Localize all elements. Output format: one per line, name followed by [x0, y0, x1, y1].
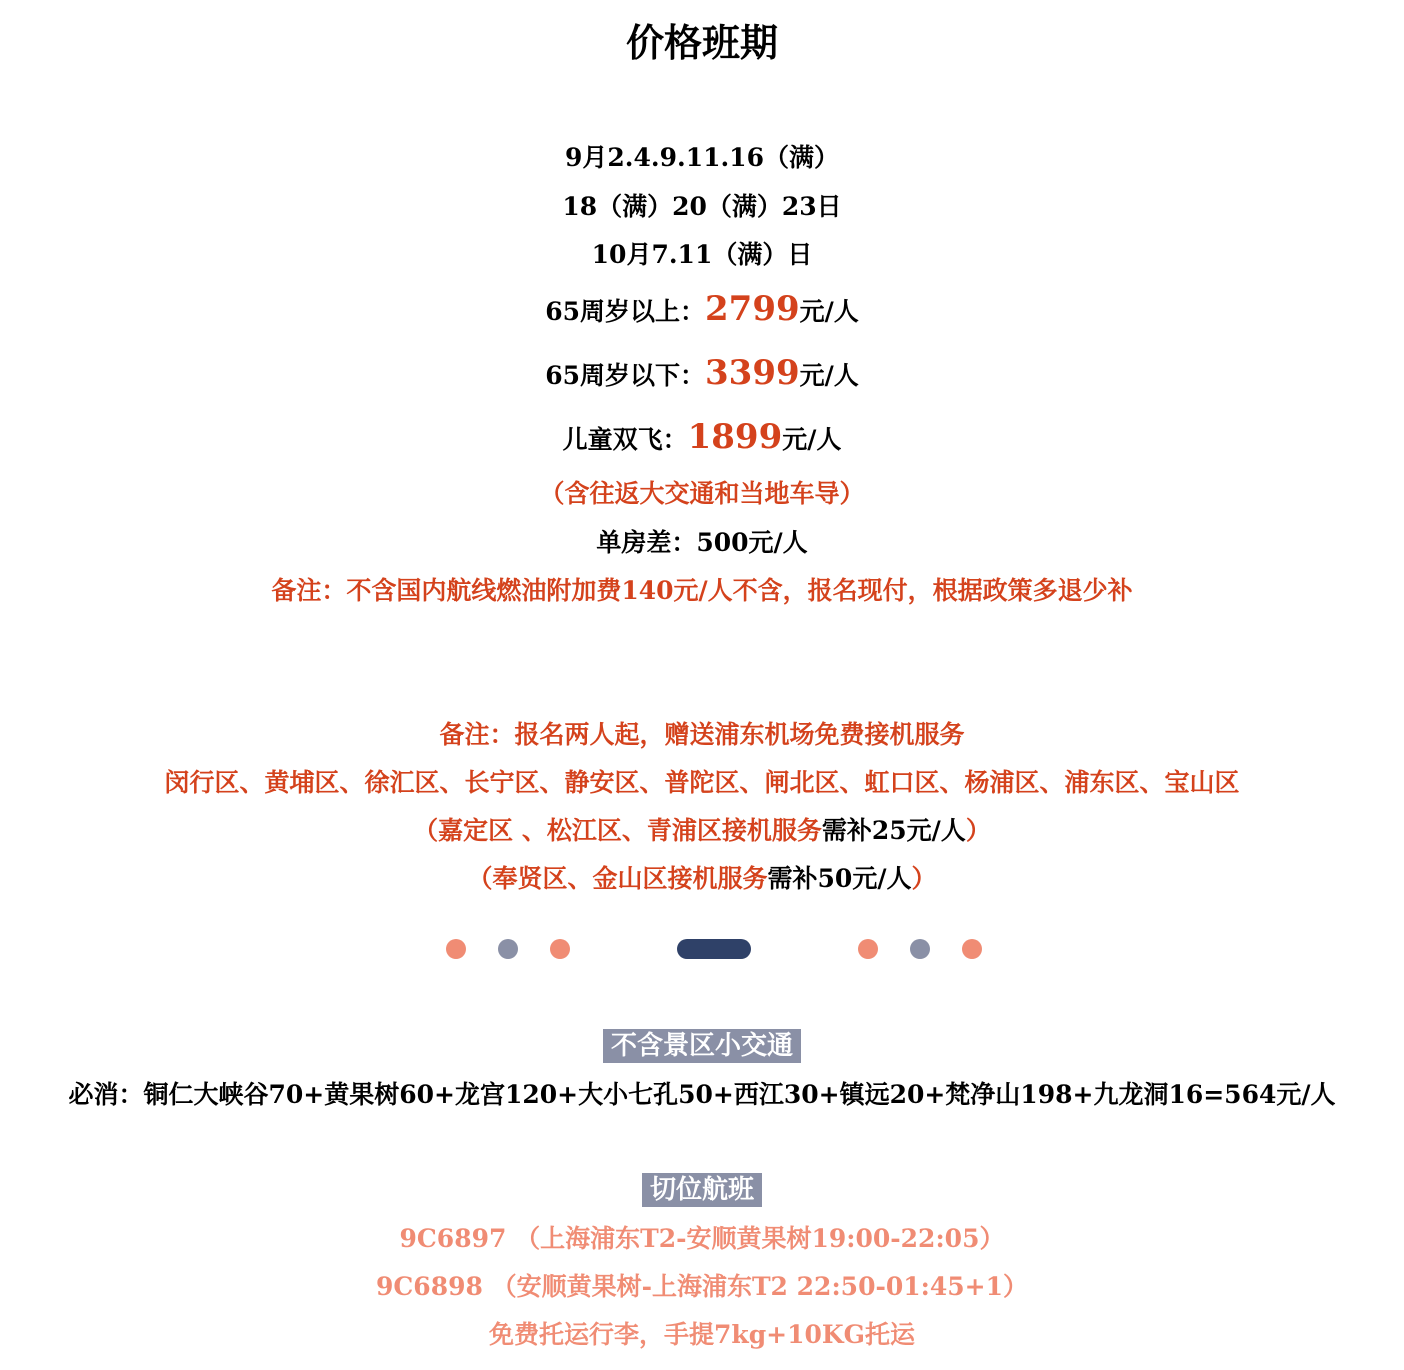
price-value: 3399 — [705, 353, 800, 393]
page-title: 价格班期 — [625, 21, 778, 65]
mandatory-fees: 必消：铜仁大峡谷70+黄果树60+龙宫120+大小七孔50+西江30+镇远20+梵净山198+九龙洞16=564元/人 — [68, 1080, 1336, 1109]
pickup-extra-1-fee: 需补25元/人 — [821, 816, 966, 845]
pickup-extra-1-text: （嘉定区 、松江区、青浦区接机服务 — [413, 816, 822, 845]
flights-tag: 切位航班 — [642, 1173, 762, 1207]
flight-outbound: 9C6897 （上海浦东T2-安顺黄果树19:00-22:05） — [399, 1224, 1005, 1253]
price-row-child — [0, 417, 1404, 457]
price-label: 65周岁以上： — [545, 297, 705, 326]
pickup-districts: 闵行区、黄埔区、徐汇区、长宁区、静安区、普陀区、闸北区、虹口区、杨浦区、浦东区、宝山区 — [164, 768, 1240, 797]
divider-dot — [446, 939, 466, 959]
price-label: 儿童双飞： — [562, 425, 688, 454]
pickup-extra-2-close: ） — [911, 864, 937, 893]
divider-dot — [910, 939, 930, 959]
price-row-senior — [0, 289, 1404, 329]
price-value: 1899 — [687, 417, 783, 457]
divider-dot — [858, 939, 878, 959]
luggage-allowance: 免费托运行李，手提7kg+10KG托运 — [488, 1320, 915, 1349]
divider-dot — [550, 939, 570, 959]
flights-section-header — [0, 1173, 1404, 1207]
pickup-extra-1-close: ） — [965, 816, 991, 845]
divider-dot — [962, 939, 982, 959]
pickup-extra-2-text: （奉贤区、金山区接机服务 — [467, 864, 768, 893]
pickup-remark: 备注：报名两人起，赠送浦东机场免费接机服务 — [439, 720, 965, 749]
fuel-surcharge-remark: 备注：不含国内航线燃油附加费140元/人不含，报名现付，根据政策多退少补 — [271, 576, 1133, 605]
single-room-supplement: 单房差：500元/人 — [596, 528, 808, 557]
schedule-line-3: 10月7.11（满）日 — [591, 240, 813, 269]
price-unit: 元/人 — [782, 425, 842, 454]
schedule-line-2: 18（满）20（满）23日 — [562, 192, 842, 221]
divider-pill — [677, 939, 751, 959]
scenic-section-header — [0, 1029, 1404, 1063]
price-unit: 元/人 — [799, 297, 859, 326]
decorative-divider — [0, 938, 1404, 960]
flight-return: 9C6898 （安顺黄果树-上海浦东T2 22:50-01:45+1） — [376, 1272, 1028, 1301]
price-value: 2799 — [705, 289, 800, 329]
includes-note: （含往返大交通和当地车导） — [539, 479, 865, 508]
scenic-tag: 不含景区小交通 — [603, 1029, 801, 1063]
price-unit: 元/人 — [799, 361, 859, 390]
divider-dot — [498, 939, 518, 959]
price-row-adult — [0, 353, 1404, 393]
price-label: 65周岁以下： — [545, 361, 705, 390]
pickup-extra-2 — [0, 862, 1404, 896]
pickup-extra-2-fee: 需补50元/人 — [767, 864, 912, 893]
pickup-extra-1 — [0, 814, 1404, 848]
schedule-line-1: 9月2.4.9.11.16（满） — [565, 143, 839, 172]
